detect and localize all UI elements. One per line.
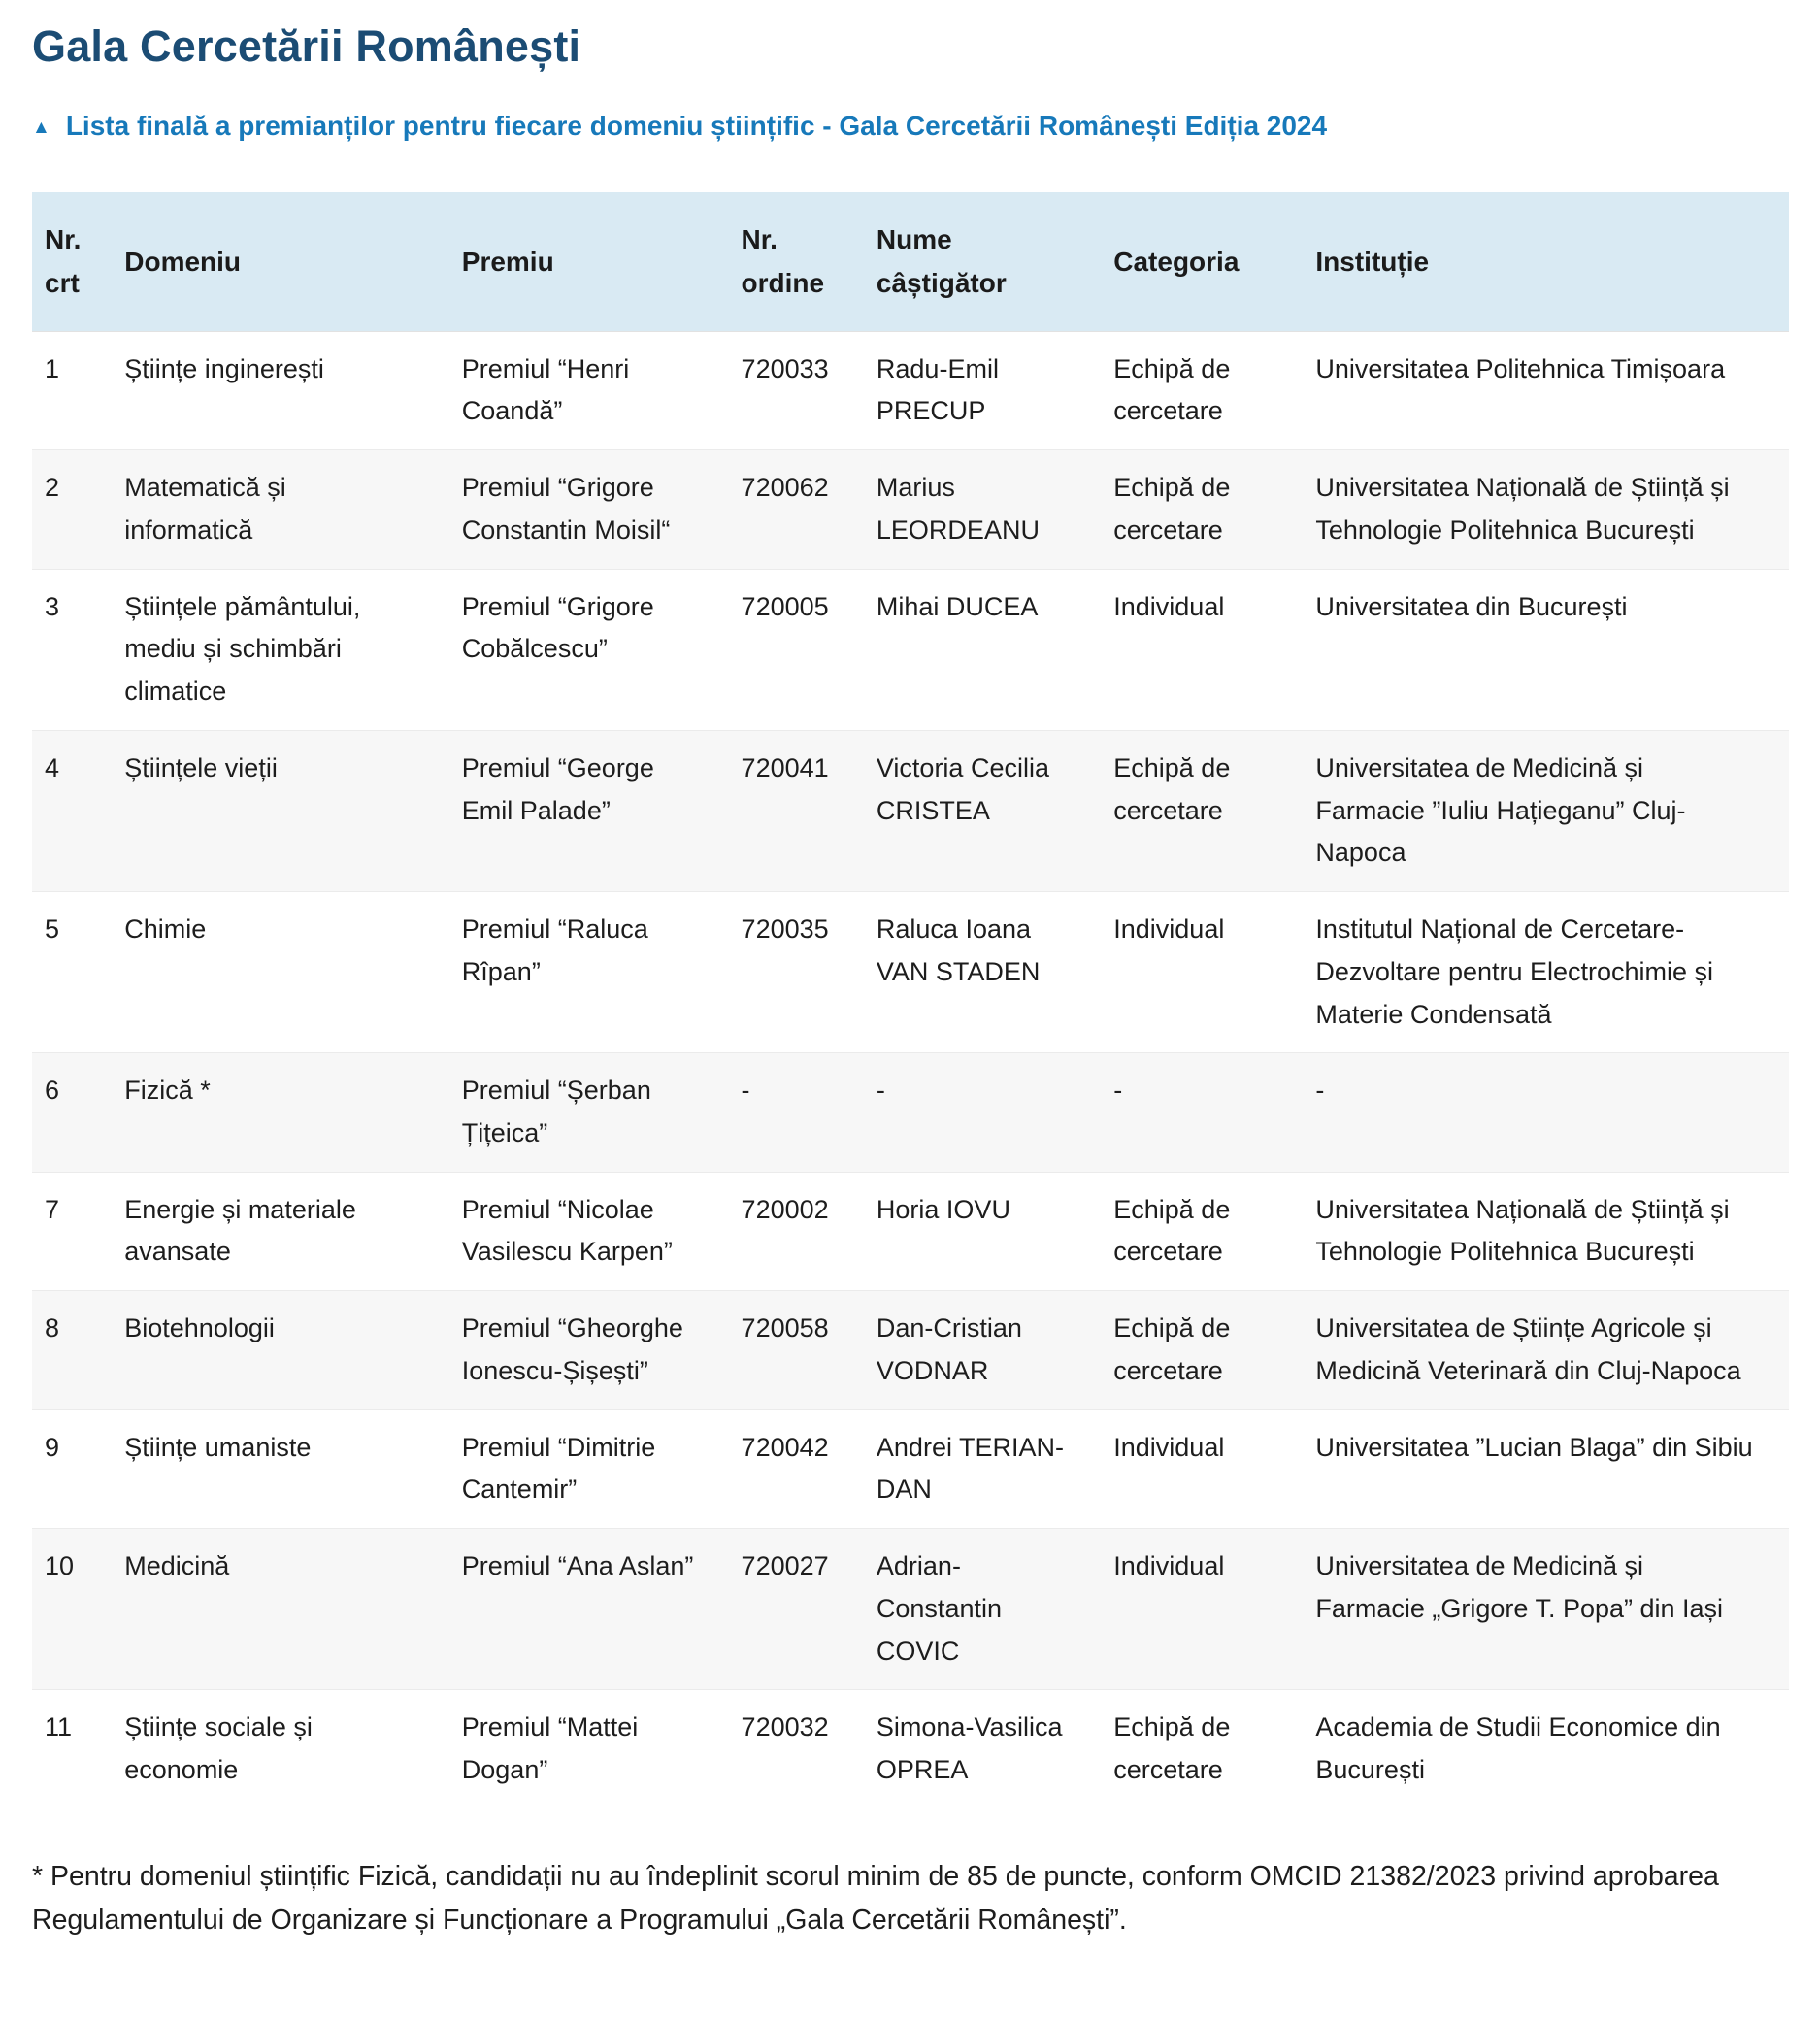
table-cell: 4: [32, 730, 113, 891]
table-cell: 720058: [730, 1291, 865, 1409]
table-cell: Individual: [1102, 1529, 1304, 1690]
table-row: [32, 331, 1789, 449]
table-cell: Biotehnologii: [113, 1291, 450, 1409]
table-cell: Științe sociale și economie: [113, 1690, 450, 1808]
table-row: [32, 1053, 1789, 1172]
table-cell: Chimie: [113, 892, 450, 1053]
table-cell: 3: [32, 569, 113, 730]
table-cell: 2: [32, 450, 113, 569]
table-cell: Andrei TERIAN-DAN: [865, 1409, 1102, 1528]
table-cell: Dan-Cristian VODNAR: [865, 1291, 1102, 1409]
table-cell: Echipă de cercetare: [1102, 331, 1304, 449]
column-header: Domeniu: [113, 192, 450, 331]
table-cell: Universitatea de Științe Agricole și Medicină Veterinară din Cluj-Napoca: [1304, 1291, 1789, 1409]
table-cell: Premiul “Ana Aslan”: [450, 1529, 730, 1690]
table-row: [32, 1291, 1789, 1409]
table-cell: Științele pământului, mediu și schimbări climatice: [113, 569, 450, 730]
table-cell: Academia de Studii Economice din București: [1304, 1690, 1789, 1808]
table-cell: Științele vieții: [113, 730, 450, 891]
table-cell: 5: [32, 892, 113, 1053]
table-cell: 1: [32, 331, 113, 449]
table-cell: 8: [32, 1291, 113, 1409]
table-cell: Premiul “Dimitrie Cantemir”: [450, 1409, 730, 1528]
column-header: Categoria: [1102, 192, 1304, 331]
table-cell: -: [865, 1053, 1102, 1172]
table-cell: Universitatea din București: [1304, 569, 1789, 730]
table-cell: -: [1304, 1053, 1789, 1172]
table-row: [32, 1172, 1789, 1290]
table-cell: Simona-Vasilica OPREA: [865, 1690, 1102, 1808]
table-cell: 11: [32, 1690, 113, 1808]
column-header: Nr. ordine: [730, 192, 865, 331]
table-cell: 720062: [730, 450, 865, 569]
table-cell: -: [1102, 1053, 1304, 1172]
table-cell: Medicină: [113, 1529, 450, 1690]
table-row: [32, 450, 1789, 569]
accordion-toggle[interactable]: [32, 111, 1789, 142]
table-cell: 720002: [730, 1172, 865, 1290]
table-cell: Universitatea de Medicină și Farmacie „Grigore T. Popa” din Iași: [1304, 1529, 1789, 1690]
awards-table: [32, 192, 1789, 1808]
table-cell: 720027: [730, 1529, 865, 1690]
table-row: [32, 569, 1789, 730]
table-cell: Horia IOVU: [865, 1172, 1102, 1290]
table-cell: Premiul “Grigore Constantin Moisil“: [450, 450, 730, 569]
table-cell: Premiul “Raluca Rîpan”: [450, 892, 730, 1053]
table-cell: Premiul “George Emil Palade”: [450, 730, 730, 891]
table-header-row: [32, 192, 1789, 331]
table-cell: Individual: [1102, 569, 1304, 730]
footnote: * Pentru domeniul științific Fizică, candidații nu au îndeplinit scorul minim de 85 de puncte, conform OMCID 21382/2023 privind aprobarea Regulamentului de Organizare și Funcționare a Programului „Gala Cercetării Românești”.: [32, 1860, 1719, 1937]
table-cell: 6: [32, 1053, 113, 1172]
table-cell: Fizică *: [113, 1053, 450, 1172]
column-header: Nume câștigător: [865, 192, 1102, 331]
page-title: Gala Cercetării Românești: [32, 21, 581, 71]
table-row: [32, 1409, 1789, 1528]
table-row: [32, 1529, 1789, 1690]
table-cell: Premiul “Gheorghe Ionescu-Șișești”: [450, 1291, 730, 1409]
table-cell: Victoria Cecilia CRISTEA: [865, 730, 1102, 891]
awards-table-body: [32, 331, 1789, 1808]
table-cell: Matematică și informatică: [113, 450, 450, 569]
table-cell: Individual: [1102, 892, 1304, 1053]
table-cell: Premiul “Henri Coandă”: [450, 331, 730, 449]
table-cell: Echipă de cercetare: [1102, 450, 1304, 569]
column-header: Premiu: [450, 192, 730, 331]
table-cell: Echipă de cercetare: [1102, 1172, 1304, 1290]
table-cell: -: [730, 1053, 865, 1172]
table-row: [32, 892, 1789, 1053]
table-cell: Radu-Emil PRECUP: [865, 331, 1102, 449]
table-cell: Premiul “Nicolae Vasilescu Karpen”: [450, 1172, 730, 1290]
table-cell: Echipă de cercetare: [1102, 730, 1304, 891]
table-cell: Adrian-Constantin COVIC: [865, 1529, 1102, 1690]
table-cell: Universitatea Națională de Știință și Tehnologie Politehnica București: [1304, 1172, 1789, 1290]
column-header: Nr. crt: [32, 192, 113, 331]
table-cell: Individual: [1102, 1409, 1304, 1528]
table-cell: Universitatea Politehnica Timișoara: [1304, 331, 1789, 449]
table-cell: 720035: [730, 892, 865, 1053]
table-cell: Premiul “Grigore Cobălcescu”: [450, 569, 730, 730]
table-cell: 720041: [730, 730, 865, 891]
table-cell: Echipă de cercetare: [1102, 1291, 1304, 1409]
accordion-label: Lista finală a premianților pentru fiecare domeniu științific - Gala Cercetării Românești Ediția 2024: [65, 111, 1328, 141]
table-cell: 10: [32, 1529, 113, 1690]
table-cell: 720005: [730, 569, 865, 730]
table-cell: Energie și materiale avansate: [113, 1172, 450, 1290]
table-cell: Universitatea Națională de Știință și Tehnologie Politehnica București: [1304, 450, 1789, 569]
table-cell: Raluca Ioana VAN STADEN: [865, 892, 1102, 1053]
table-cell: 720032: [730, 1690, 865, 1808]
table-row: [32, 730, 1789, 891]
collapse-triangle-icon: ▲: [32, 116, 50, 138]
table-cell: 720042: [730, 1409, 865, 1528]
table-row: [32, 1690, 1789, 1808]
table-cell: Premiul “Șerban Țițeica”: [450, 1053, 730, 1172]
table-cell: 720033: [730, 331, 865, 449]
table-cell: Marius LEORDEANU: [865, 450, 1102, 569]
table-cell: Premiul “Mattei Dogan”: [450, 1690, 730, 1808]
table-cell: Universitatea ”Lucian Blaga” din Sibiu: [1304, 1409, 1789, 1528]
table-cell: Universitatea de Medicină și Farmacie ”Iuliu Hațieganu” Cluj-Napoca: [1304, 730, 1789, 891]
table-cell: Institutul Național de Cercetare-Dezvoltare pentru Electrochimie și Materie Condensată: [1304, 892, 1789, 1053]
table-cell: Echipă de cercetare: [1102, 1690, 1304, 1808]
table-cell: Mihai DUCEA: [865, 569, 1102, 730]
table-cell: Științe umaniste: [113, 1409, 450, 1528]
table-cell: 7: [32, 1172, 113, 1290]
column-header: Instituție: [1304, 192, 1789, 331]
table-cell: 9: [32, 1409, 113, 1528]
table-cell: Științe inginerești: [113, 331, 450, 449]
